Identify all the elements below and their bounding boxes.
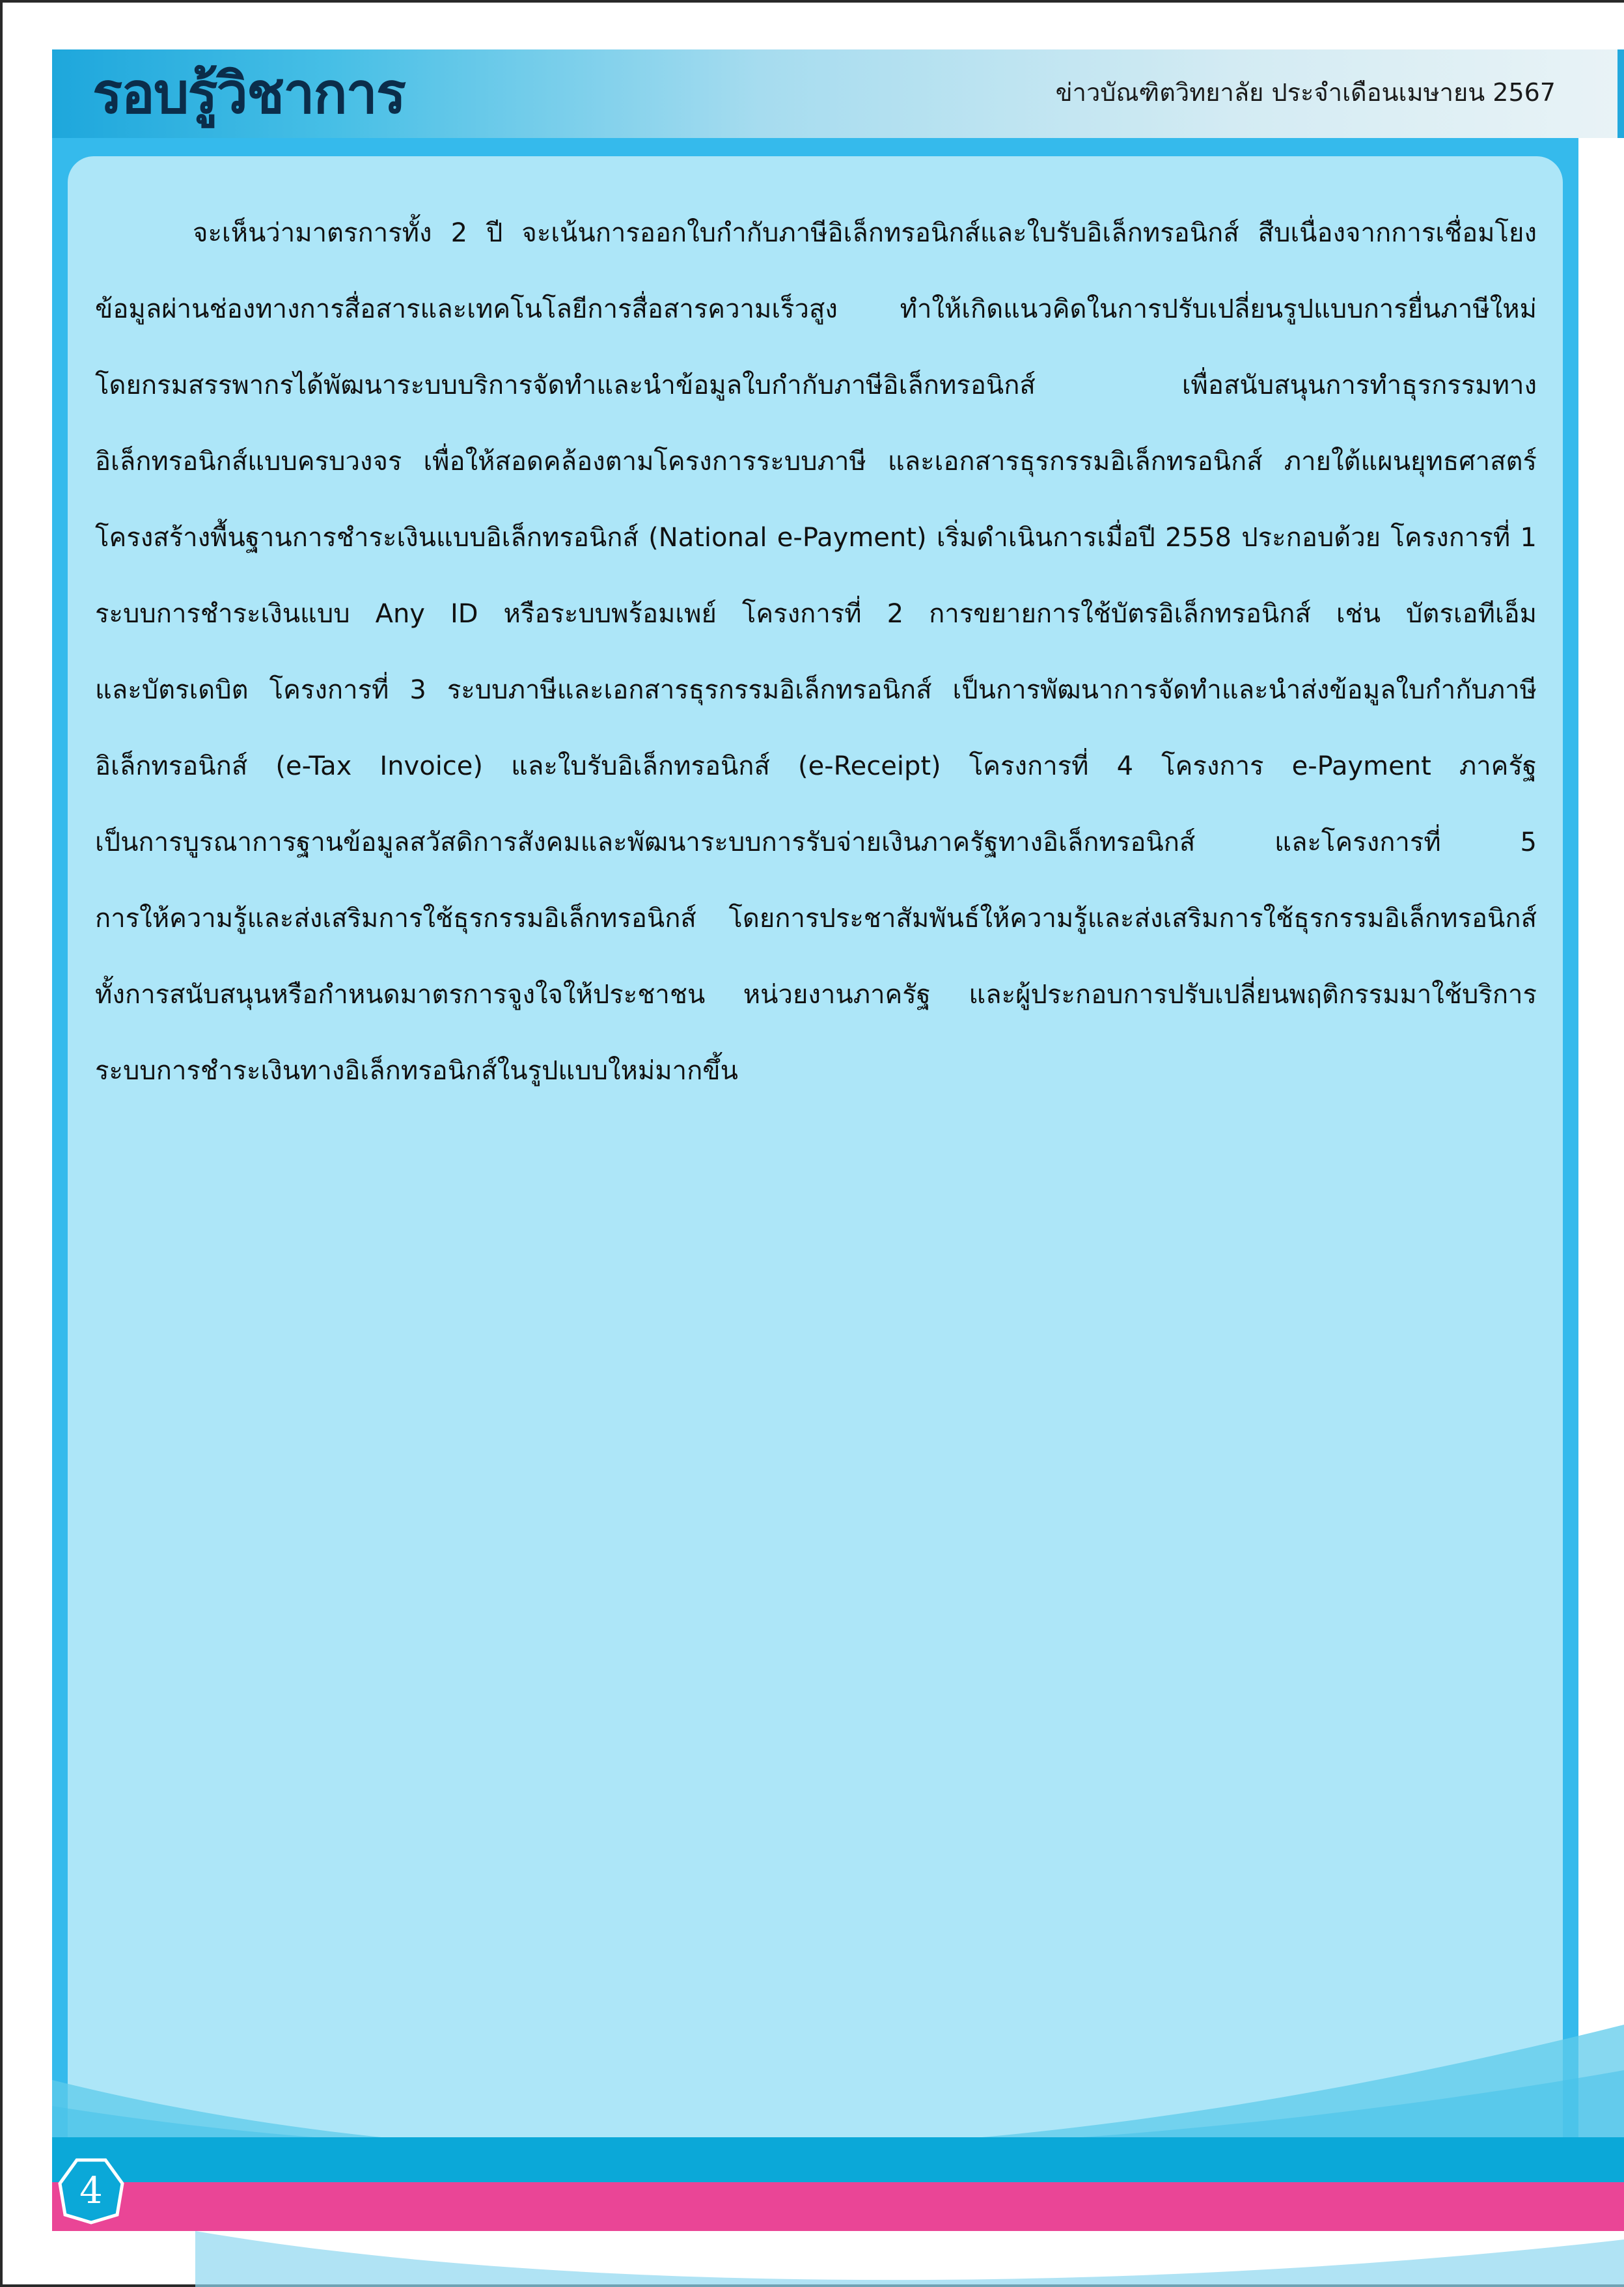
- body-line: อิเล็กทรอนิกส์ (e-Tax Invoice) และใบรับอิเล็กทรอนิกส์ (e-Receipt) โครงการที่ 4 โครงการ e-Payment ภาครัฐ: [95, 751, 1537, 781]
- footer-pink-bar: [52, 2182, 1624, 2231]
- body-line: และบัตรเดบิต โครงการที่ 3 ระบบภาษีและเอกสารธุรกรรมอิเล็กทรอนิกส์ เป็นการพัฒนาการจัดทำและนำส่งข้อมูลใบกำกับภาษี: [95, 675, 1537, 705]
- body-line: เป็นการบูรณาการฐานข้อมูลสวัสดิการสังคมและพัฒนาระบบการรับจ่ายเงินภาครัฐทางอิเล็กทรอนิกส์ และโครงการที่ 5: [95, 827, 1537, 857]
- body-line: การให้ความรู้และส่งเสริมการใช้ธุรกรรมอิเล็กทรอนิกส์ โดยการประชาสัมพันธ์ให้ความรู้และส่งเสริมการใช้ธุรกรรมอิเล็กทรอนิกส์: [95, 904, 1537, 934]
- section-title: รอบรู้วิชาการ: [92, 61, 406, 126]
- footer-blue-bar: [52, 2137, 1624, 2182]
- body-line: อิเล็กทรอนิกส์แบบครบวงจร เพื่อให้สอดคล้องตามโครงการระบบภาษี และเอกสารธุรกรรมอิเล็กทรอนิกส์ ภายใต้แผนยุทธศาสตร์: [95, 447, 1537, 477]
- page-number: 4: [79, 2170, 103, 2212]
- body-line: ทั้งการสนับสนุนหรือกำหนดมาตรการจูงใจให้ประชาชน หน่วยงานภาครัฐ และผู้ประกอบการปรับเปลี่ยนพฤติกรรมมาใช้บริการ: [95, 980, 1537, 1010]
- body-line: โดยกรมสรรพากรได้พัฒนาระบบบริการจัดทำและนำข้อมูลใบกำกับภาษีอิเล็กทรอนิกส์ เพื่อสนับสนุนการทำธุรกรรมทาง: [95, 370, 1537, 400]
- body-line: โครงสร้างพื้นฐานการชำระเงินแบบอิเล็กทรอนิกส์ (National e-Payment) เริ่มดำเนินการเมื่อปี 2558 ประกอบด้วย โครงการที่ 1: [95, 523, 1537, 553]
- body-line: ระบบการชำระเงินทางอิเล็กทรอนิกส์ในรูปแบบใหม่มากขึ้น: [95, 1056, 738, 1086]
- body-line: จะเห็นว่ามาตรการทั้ง 2 ปี จะเน้นการออกใบกำกับภาษีอิเล็กทรอนิกส์และใบรับอิเล็กทรอนิกส์ สืบเนื่องจากการเชื่อมโยง: [193, 218, 1537, 248]
- body-line: ระบบการชำระเงินแบบ Any ID หรือระบบพร้อมเพย์ โครงการที่ 2 การขยายการใช้บัตรอิเล็กทรอนิกส์ เช่น บัตรเอทีเอ็ม: [95, 599, 1537, 629]
- newsletter-issue: ข่าวบัณฑิตวิทยาลัย ประจำเดือนเมษายน 2567: [1055, 78, 1556, 107]
- body-line: ข้อมูลผ่านช่องทางการสื่อสารและเทคโนโลยีการสื่อสารความเร็วสูง ทำให้เกิดแนวคิดในการปรับเปลี่ยนรูปแบบการยื่นภาษีใหม่: [95, 294, 1537, 324]
